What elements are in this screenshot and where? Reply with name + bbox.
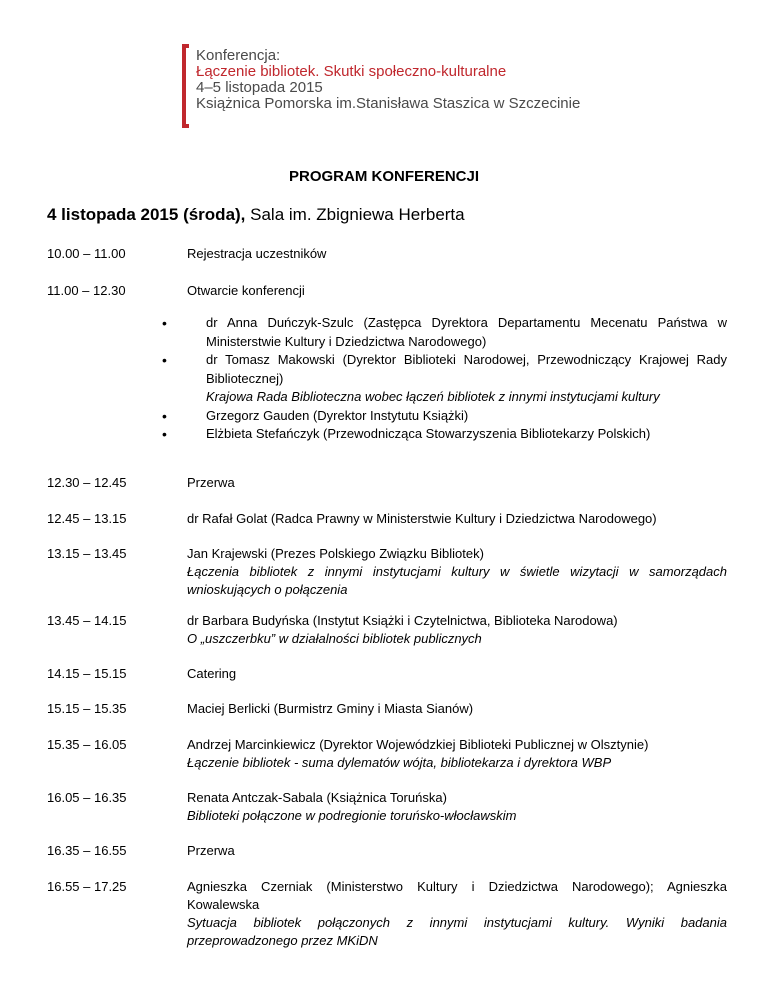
- talk-title: Łączenia bibliotek z innymi instytucjami kultury w świetle wizytacji w samorządach wnioskujących o połączenia: [187, 564, 727, 597]
- schedule-time: 15.35 – 16.05: [47, 737, 127, 752]
- schedule-text: Andrzej Marcinkiewicz (Dyrektor Wojewódzkiej Biblioteki Publicznej w Olsztynie): [187, 737, 649, 752]
- day-heading: [47, 205, 465, 225]
- list-item: [162, 314, 727, 351]
- schedule-time: 10.00 – 11.00: [47, 246, 126, 261]
- schedule-text: Przerwa: [187, 475, 235, 490]
- day-date: 4 listopada 2015 (środa),: [47, 205, 246, 224]
- list-item: [162, 425, 727, 444]
- schedule-text: Przerwa: [187, 843, 235, 858]
- schedule-text: Agnieszka Czerniak (Ministerstwo Kultury i Dziedzictwa Narodowego); Agnieszka Kowalewska: [187, 879, 727, 912]
- speaker-text: dr Tomasz Makowski (Dyrektor Biblioteki Narodowej, Przewodniczący Krajowej Rady Bibliotecznej): [206, 352, 727, 386]
- page-title: PROGRAM KONFERENCJI: [288, 168, 479, 185]
- schedule-time: 14.15 – 15.15: [47, 666, 127, 681]
- schedule-time: 12.30 – 12.45: [47, 475, 127, 490]
- speaker-text: Grzegorz Gauden (Dyrektor Instytutu Książki): [206, 407, 469, 423]
- schedule-time: 11.00 – 12.30: [47, 283, 126, 298]
- day-room: Sala im. Zbigniewa Herberta: [245, 205, 465, 224]
- talk-title: O „uszczerbku” w działalności bibliotek publicznych: [187, 631, 482, 646]
- schedule-text: Rejestracja uczestników: [187, 246, 327, 261]
- schedule-time: 16.55 – 17.25: [47, 879, 127, 894]
- talk-title: Sytuacja bibliotek połączonych z innymi instytucjami kultury. Wyniki badania przeprowadzonego przez MKiDN: [187, 915, 727, 948]
- schedule-time: 13.15 – 13.45: [47, 546, 127, 561]
- talk-title: Biblioteki połączone w podregionie toruńsko-włocławskim: [187, 808, 517, 823]
- schedule-time: 15.15 – 15.35: [47, 701, 127, 716]
- schedule-text: dr Rafał Golat (Radca Prawny w Ministerstwie Kultury i Dziedzictwa Narodowego): [187, 511, 657, 526]
- schedule-content: [187, 878, 727, 950]
- schedule-content: [187, 736, 727, 772]
- opening-speakers-list: [162, 314, 727, 444]
- schedule-content: [187, 612, 727, 648]
- schedule-content: [187, 545, 727, 599]
- speaker-talk-title: Krajowa Rada Biblioteczna wobec łączeń bibliotek z innymi instytucjami kultury: [206, 389, 660, 404]
- speaker-text: Elżbieta Stefańczyk (Przewodnicząca Stowarzyszenia Bibliotekarzy Polskich): [206, 426, 651, 441]
- schedule-text: Catering: [187, 666, 237, 681]
- header-line-1: Konferencja:: [196, 47, 281, 64]
- schedule-time: 16.05 – 16.35: [47, 790, 127, 805]
- schedule-content: [187, 789, 727, 825]
- header-conference-title: Łączenie bibliotek. Skutki społeczno-kulturalne: [196, 63, 507, 80]
- speaker-text: dr Anna Duńczyk-Szulc (Zastępca Dyrektora Departamentu Mecenatu Państwa w Ministerstwie Kultury i Dziedzictwa Narodowego): [206, 315, 727, 349]
- schedule-text: dr Barbara Budyńska (Instytut Książki i Czytelnictwa, Biblioteka Narodowa): [187, 613, 618, 628]
- header-venue: Książnica Pomorska im.Stanisława Staszica w Szczecinie: [196, 95, 581, 112]
- schedule-text: Renata Antczak-Sabala (Książnica Toruńska): [187, 790, 447, 805]
- schedule-text: Jan Krajewski (Prezes Polskiego Związku Bibliotek): [187, 546, 484, 561]
- bullet-icon: •: [162, 352, 167, 368]
- schedule-time: 16.35 – 16.55: [47, 843, 127, 858]
- header-dates: 4–5 listopada 2015: [196, 79, 323, 96]
- list-item: [162, 351, 727, 388]
- list-item: [162, 407, 727, 426]
- schedule-time: 12.45 – 13.15: [47, 511, 127, 526]
- schedule-text: Otwarcie konferencji: [187, 283, 305, 298]
- bullet-icon: •: [162, 426, 167, 442]
- bullet-icon: •: [162, 315, 167, 331]
- bullet-icon: •: [162, 407, 167, 424]
- schedule-time: 13.45 – 14.15: [47, 613, 127, 628]
- schedule-text: Maciej Berlicki (Burmistrz Gminy i Miasta Sianów): [187, 701, 474, 716]
- red-bracket-decoration: [182, 44, 189, 128]
- talk-title: Łączenie bibliotek - suma dylematów wójta, bibliotekarza i dyrektora WBP: [187, 755, 612, 770]
